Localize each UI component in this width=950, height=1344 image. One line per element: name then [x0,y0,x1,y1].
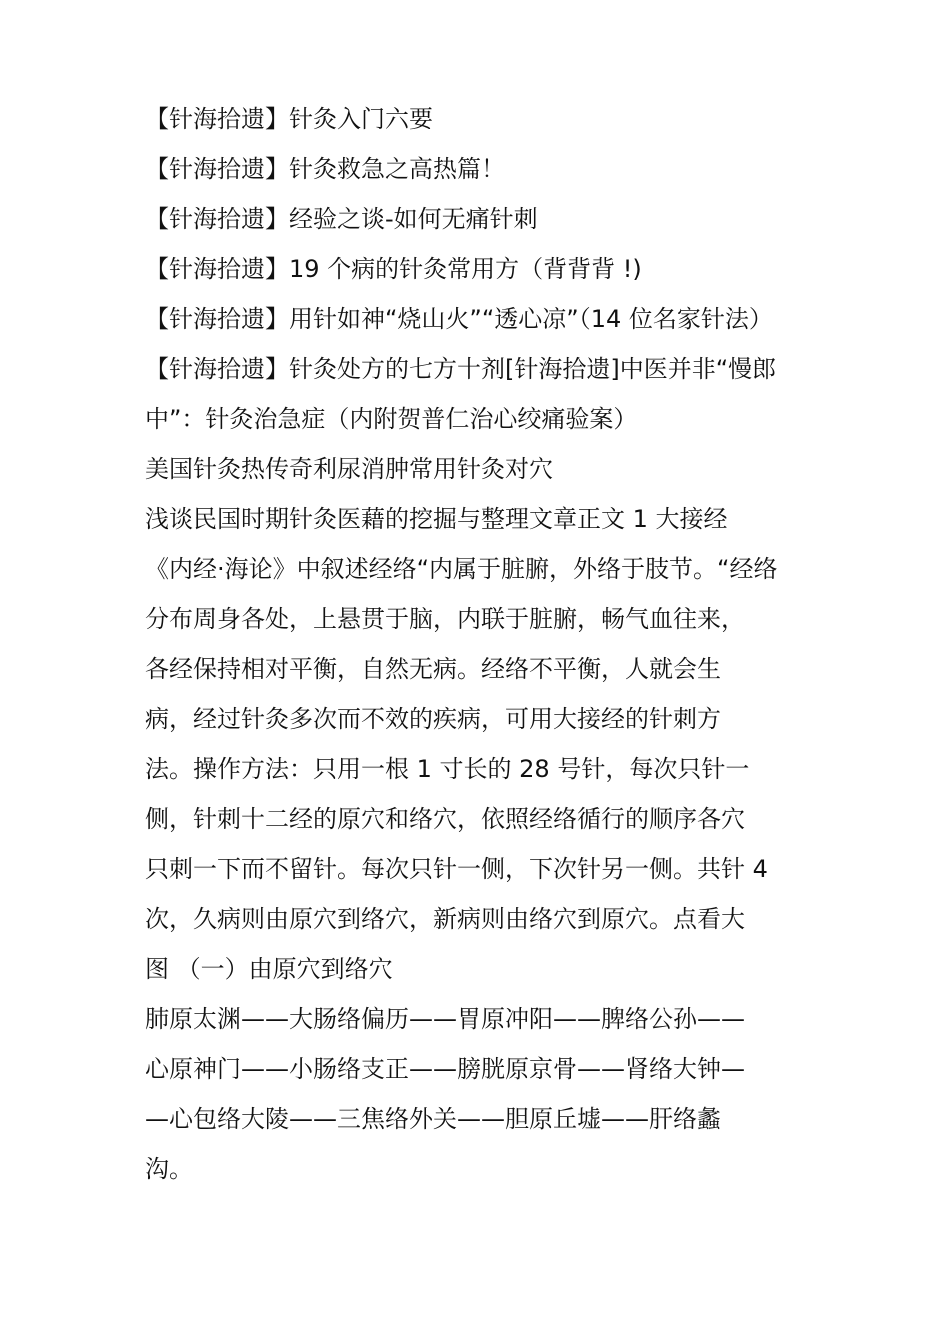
text-line: 分布周身各处，上悬贯于脑，内联于脏腑，畅气血往来， [145,605,745,633]
text-line: 中”：针灸治急症（内附贺普仁治心绞痛验案） [145,405,638,433]
text-line: 法。操作方法：只用一根 1 寸长的 28 号针，每次只针一 [145,755,750,783]
text-line: 各经保持相对平衡，自然无病。经络不平衡，人就会生 [145,655,721,683]
text-line: —心包络大陵——三焦络外关——胆原丘墟——肝络蠡 [145,1105,721,1133]
text-line: 美国针灸热传奇利尿消肿常用针灸对穴 [145,455,553,483]
text-line: 次，久病则由原穴到络穴，新病则由络穴到原穴。点看大 [145,905,745,933]
text-line: 侧，针刺十二经的原穴和络穴，依照经络循行的顺序各穴 [145,805,745,833]
text-line: 【针海拾遗】针灸处方的七方十剂[针海拾遗]中医并非“慢郎 [145,355,777,383]
text-line: 【针海拾遗】用针如神“烧山火”“透心凉”（14 位名家针法） [145,305,773,333]
text-line: 沟。 [145,1155,193,1183]
text-line: 肺原太渊——大肠络偏历——胃原冲阳——脾络公孙—— [145,1005,745,1033]
text-line: 图 （一）由原穴到络穴 [145,955,393,983]
document-body [145,94,810,1194]
text-line: 《内经·海论》中叙述经络“内属于脏腑，外络于肢节。“经络 [145,555,778,583]
text-line: 浅谈民国时期针灸医藉的挖掘与整理文章正文 1 大接经 [145,505,728,533]
text-line: 【针海拾遗】针灸入门六要 [145,105,433,133]
text-line: 【针海拾遗】针灸救急之高热篇！ [145,155,505,183]
text-line: 病，经过针灸多次而不效的疾病，可用大接经的针刺方 [145,705,721,733]
text-line: 【针海拾遗】经验之谈-如何无痛针刺 [145,205,538,233]
text-line: 只刺一下而不留针。每次只针一侧，下次针另一侧。共针 4 [145,855,768,883]
text-line: 【针海拾遗】19 个病的针灸常用方（背背背 !) [145,255,642,283]
text-line: 心原神门——小肠络支正——膀胱原京骨——肾络大钟— [145,1055,745,1083]
